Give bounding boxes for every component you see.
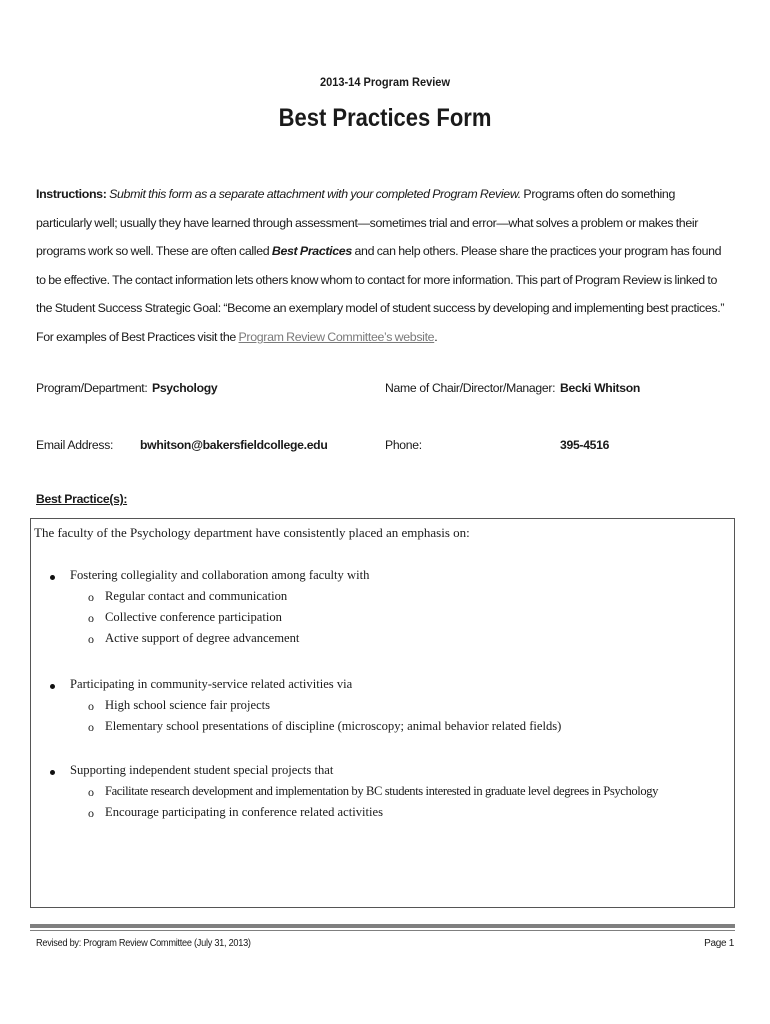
sub-item: Facilitate research development and implementation by BC students interested in graduate level degrees in Psychology [105,784,659,798]
circle-bullet-icon: o [88,632,94,646]
email-label: Email Address: [36,438,114,452]
instructions-label: Instructions: [36,187,107,201]
phone-label: Phone: [385,438,422,452]
sub-item: Elementary school presentations of discipline (microscopy; animal behavior related fields) [105,719,562,733]
circle-bullet-icon: o [88,785,94,799]
email-value[interactable]: bwhitson@bakersfieldcollege.edu [140,438,328,452]
bullet-icon [50,684,55,689]
circle-bullet-icon: o [88,699,94,713]
circle-bullet-icon: o [88,720,94,734]
program-label: Program/Department: [36,381,148,395]
chair-value[interactable]: Becki Whitson [560,381,641,395]
bullet-icon [50,575,55,580]
footer-rule-thick [30,924,735,928]
form-title: Best Practices Form [278,104,492,132]
bullet-item: Fostering collegiality and collaboration among faculty with [70,568,370,582]
sub-item: Collective conference participation [105,610,282,624]
best-practices-heading: Best Practice(s): [36,492,128,506]
instructions-end: . [434,329,438,344]
circle-bullet-icon: o [88,611,94,625]
chair-label: Name of Chair/Director/Manager: [385,381,556,395]
bullet-icon [50,770,55,775]
instructions-italic: Submit this form as a separate attachment with your completed Program Review. [109,187,521,201]
sub-item: High school science fair projects [105,698,271,712]
sub-item: Active support of degree advancement [105,631,300,645]
circle-bullet-icon: o [88,590,94,604]
footer-rule-thin [30,930,735,931]
instructions-paragraph [36,180,726,352]
year-heading: 2013-14 Program Review [319,75,451,89]
instructions-best-practices: Best Practices [271,244,352,259]
footer-revised: Revised by: Program Review Committee (July 31, 2013) [36,938,251,949]
bullet-item: Participating in community-service related activities via [70,677,353,691]
circle-bullet-icon: o [88,806,94,820]
phone-value[interactable]: 395-4516 [560,438,610,452]
committee-website-link[interactable]: Program Review Committee’s website [238,329,435,344]
instructions-text-2: and can help others. Please share the practices your program has found to be effective. The contact information lets others know whom to contact for more information. This part of Program Review is linked to the Student Success Strategic Goal: “Become an exemplary model of student success by developing and implementing best practices.” For examples of Best Practices visit the [36,244,725,344]
best-practices-intro: The faculty of the Psychology department have consistently placed an emphasis on: [34,525,470,540]
program-value[interactable]: Psychology [152,381,218,395]
footer-page-number: Page 1 [704,938,734,949]
sub-item: Encourage participating in conference related activities [105,805,383,819]
bullet-item: Supporting independent student special projects that [70,763,334,777]
instructions-text-1: Programs often do something particularly well; usually they have learned through assessment—sometimes trial and error—what solves a problem or makes their programs work so well. These are often called [36,187,699,259]
sub-item: Regular contact and communication [105,589,288,603]
